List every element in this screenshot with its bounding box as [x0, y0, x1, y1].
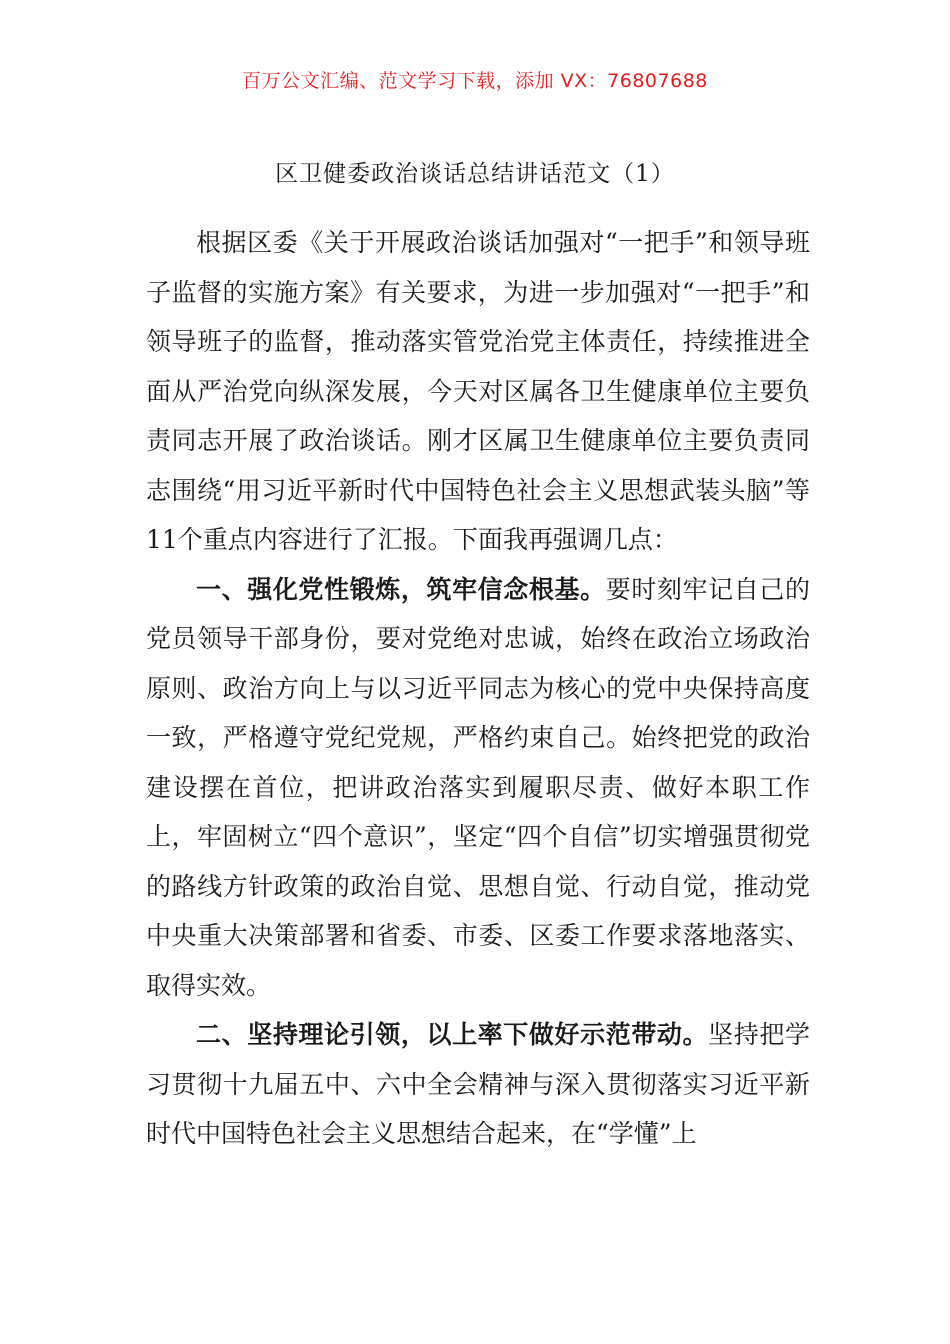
- paragraph-intro: [146, 218, 810, 565]
- paragraph-text: 要时刻牢记自己的党员领导干部身份，要对党绝对忠诚，始终在政治立场政治原则、政治方向上与以习近平同志为核心的党中央保持高度一致，严格遵守党纪党规，严格约束自己。始终把党的政治建设摆在首位，把讲政治落实到履职尽责、做好本职工作上，牢固树立“四个意识”，坚定“四个自信”切实增强贯彻党的路线方针政策的政治自觉、思想自觉、行动自觉，推动党中央重大决策部署和省委、市委、区委工作要求落地落实、取得实效。: [146, 574, 810, 1000]
- paragraph-section-1: [146, 565, 810, 1011]
- document-body: [146, 218, 810, 1159]
- section-heading: 二、坚持理论引领，以上率下做好示范带动。: [196, 1020, 709, 1049]
- section-heading: 一、强化党性锻炼，筑牢信念根基。: [196, 574, 606, 604]
- paragraph-text: 根据区委《关于开展政治谈话加强对“一把手”和领导班子监督的实施方案》有关要求，为进一步加强对“一把手”和领导班子的监督，推动落实管党治党主体责任，持续推进全面从严治党向纵深发展，今天对区属各卫生健康单位主要负责同志开展了政治谈话。刚才区属卫生健康单位主要负责同志围绕“用习近平新时代中国特色社会主义思想武装头脑”等11个重点内容进行了汇报。下面我再强调几点：: [146, 228, 810, 554]
- header-banner: 百万公文汇编、范文学习下载，添加 VX：76807688: [242, 70, 708, 92]
- paragraph-section-2: [146, 1010, 810, 1159]
- paragraph-text: 坚持把学习贯彻十九届五中、六中全会精神与深入贯彻落实习近平新时代中国特色社会主义思想结合起来，在“学懂”上: [146, 1020, 810, 1148]
- document-title: 区卫健委政治谈话总结讲话范文（1）: [275, 161, 675, 187]
